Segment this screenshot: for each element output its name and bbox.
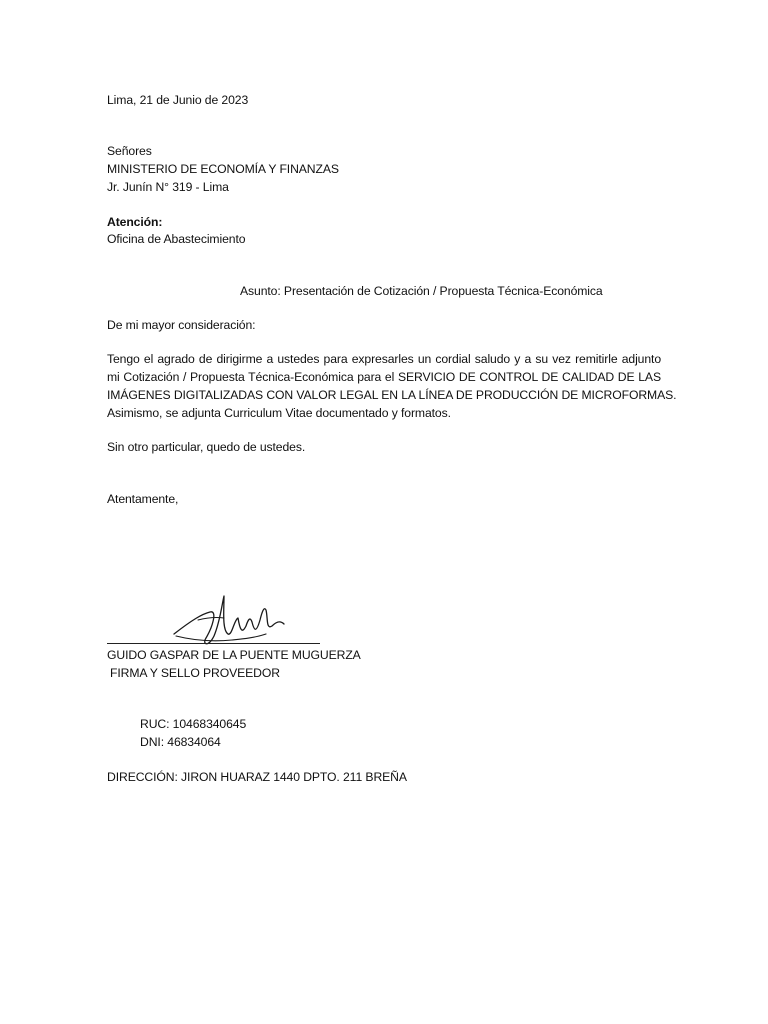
signer-name: GUIDO GASPAR DE LA PUENTE MUGUERZA <box>107 648 361 662</box>
body-line-2: mi Cotización / Propuesta Técnica-Económica para el SERVICIO DE CONTROL DE CALIDAD DE LAS <box>107 370 661 384</box>
attention-label: Atención: <box>107 215 163 229</box>
handwritten-signature-icon <box>172 590 292 650</box>
recipient-organization: MINISTERIO DE ECONOMÍA Y FINANZAS <box>107 162 339 176</box>
greeting: De mi mayor consideración: <box>107 318 256 332</box>
closing-line: Sin otro particular, quedo de ustedes. <box>107 440 306 454</box>
recipient-salutation: Señores <box>107 144 152 158</box>
signature-line <box>107 643 320 644</box>
subject-line: Asunto: Presentación de Cotización / Propuesta Técnica-Económica <box>240 284 603 298</box>
signer-role: FIRMA Y SELLO PROVEEDOR <box>110 666 280 680</box>
body-line-3: IMÁGENES DIGITALIZADAS CON VALOR LEGAL EN LA LÍNEA DE PRODUCCIÓN DE MICROFORMAS. <box>107 388 677 402</box>
signer-address: DIRECCIÓN: JIRON HUARAZ 1440 DPTO. 211 BREÑA <box>107 770 407 784</box>
signer-dni: DNI: 46834064 <box>140 735 221 749</box>
body-line-1: Tengo el agrado de dirigirme a ustedes para expresarles un cordial saludo y a su vez remitirle adjunto <box>107 352 661 366</box>
attention-office: Oficina de Abastecimiento <box>107 232 246 246</box>
sign-off: Atentamente, <box>107 492 179 506</box>
signer-ruc: RUC: 10468340645 <box>140 717 247 731</box>
recipient-address: Jr. Junín N° 319 - Lima <box>107 180 229 194</box>
body-line-4: Asimismo, se adjunta Curriculum Vitae documentado y formatos. <box>107 406 451 420</box>
date-line: Lima, 21 de Junio de 2023 <box>107 93 249 107</box>
